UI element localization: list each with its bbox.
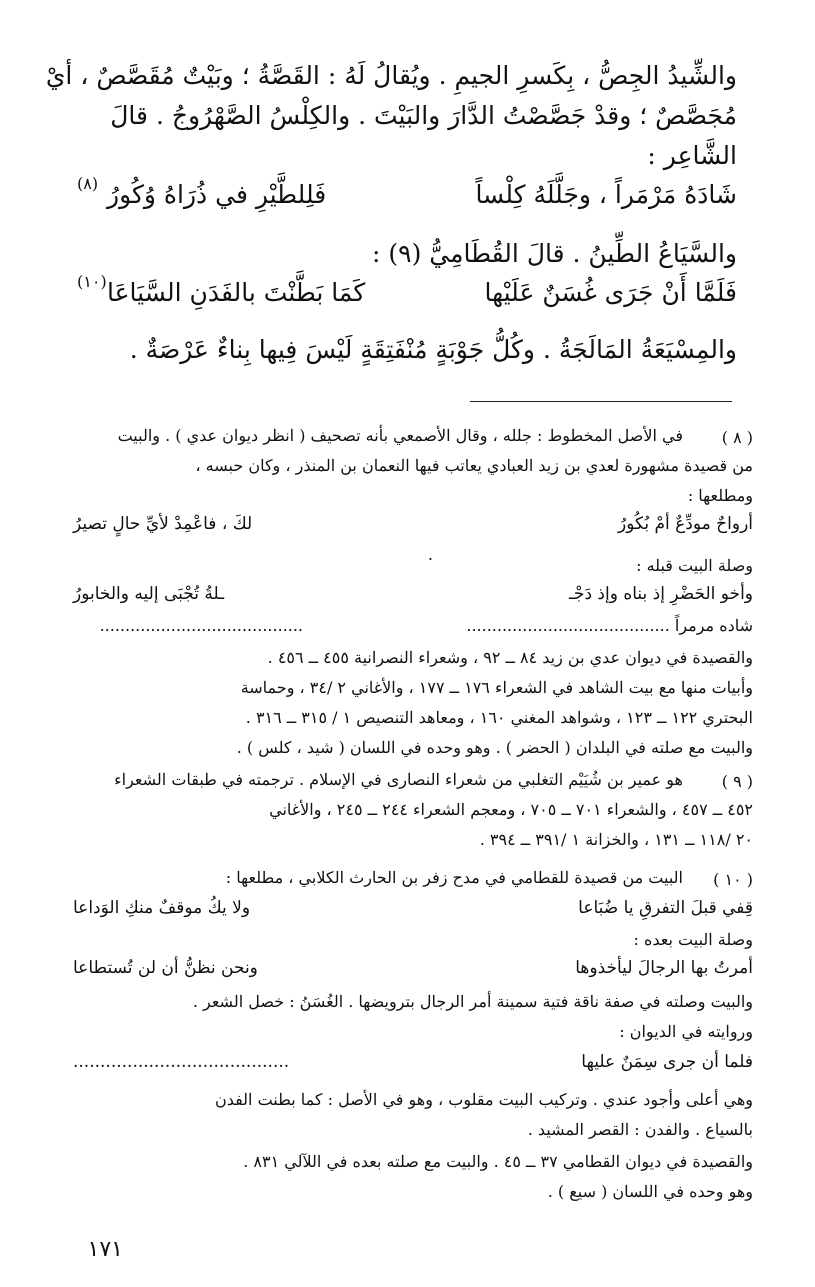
footnote-10-line-1: البيت من قصيدة للقطامي في مدح زفر بن الحارث الكلابي ، مطلعها : xyxy=(225,868,683,887)
footnote-9-line-3: ٢٠ /١١٨ ــ ١٣١ ، والخزانة ١ /٣٩١ ــ ٣٩٤ . xyxy=(479,830,753,849)
qatami-line-text: والسَّيَاعُ الطِّينُ . قالَ القُطَامِيُّ (٩) : xyxy=(372,239,737,268)
footnote-10-line-3: والبيت وصلته في صفة ناقة فتية سمينة أمر الرجال بترويضها . الغُسَنُ : خصل الشعر . xyxy=(192,992,753,1011)
page-number: ١٧١ xyxy=(87,1237,123,1262)
qatami-line xyxy=(77,234,737,274)
footnote-10-verse-e-second: ........................................ xyxy=(73,1052,290,1072)
footnote-number-9: ( ٩ ) xyxy=(721,772,753,791)
last-main-line-text: والمِسْيَعَةُ المَالَجَةُ . وكُلُّ جَوْبَةٍ مُنْفَتِقَةٍ لَيْسَ فِيها بِناءٌ عَرْصَةٌ . xyxy=(129,335,737,364)
footnote-10-verse-c-second: ولا يكُ موقفٌ منكِ الوَداعا xyxy=(73,898,251,918)
footnote-8-line-3: ومطلعها : xyxy=(687,486,753,505)
footnote-8-dots: ........................................ xyxy=(99,616,303,635)
footnote-10-verse-e xyxy=(63,1052,753,1080)
footnote-8-verse-b-first: وأخو الحَضْرِ إذ بناه وإذ دَجْـ xyxy=(568,584,753,604)
footnote-10-line-5: وهي أعلى وأجود عندي . وتركيب البيت مقلوب ، وهو في الأصل : كما بطنت الفدن xyxy=(214,1090,753,1109)
footnote-8-line-6: والقصيدة في ديوان عدي بن زيد ٨٤ ــ ٩٢ ، وشعراء النصرانية ٤٥٥ ــ ٤٥٦ . xyxy=(267,648,753,667)
footnote-number-8: ( ٨ ) xyxy=(721,428,753,447)
main-text xyxy=(45,56,737,176)
verse-10-first-hemistich: فَلَمَّا أَنْ جَرَى غُسَنٌ عَلَيْها xyxy=(484,278,737,307)
verse-8-first-hemistich: شَادَهُ مَرْمَراً ، وجَلَّلَهُ كِلْساً xyxy=(475,180,737,209)
verse-10 xyxy=(77,272,737,322)
footnote-9-line-2: ٤٥٢ ــ ٤٥٧ ، والشعراء ٧٠١ ــ ٧٠٥ ، ومعجم الشعراء ٢٤٤ ــ ٢٤٥ ، والأغاني xyxy=(269,800,753,819)
footnote-8-verse-b xyxy=(63,584,753,612)
footnote-8-verse-b-second: ـلةُ تُجْبَى إليه والخابورُ xyxy=(73,584,225,604)
footnote-10-line-8: وهو وحده في اللسان ( سيع ) . xyxy=(547,1182,753,1201)
footnote-10-line-6: بالسياع . والفدن : القصر المشيد . xyxy=(527,1120,753,1139)
footnote-10-verse-d-first: أمرتُ بها الرجالَ ليأخذوها xyxy=(575,958,753,978)
footnote-8-line-1: في الأصل المخطوط : جلله ، وقال الأصمعي بأنه تصحيف ( انظر ديوان عدي ) . والبيت xyxy=(117,426,683,445)
verse-8-second-hemistich: فَلِلطَّيْرِ في ذُرَاهُ وُكُورُ xyxy=(107,180,327,209)
footnote-8-line-7: وأبيات منها مع بيت الشاهد في الشعراء ١٧٦ ــ ١٧٧ ، والأغاني ٢ /٣٤ ، وحماسة xyxy=(240,678,753,697)
footnote-10-line-2: وصلة البيت بعده : xyxy=(633,930,753,949)
main-line-1: والشِّيدُ الجِصُّ ، بِكَسرِ الجيمِ . ويُقالُ لَهُ : القَصَّةُ ؛ وبَيْتٌ مُقَصَّصٌ ، أيْ xyxy=(45,61,737,90)
footnote-number-10: ( ١٠ ) xyxy=(713,870,753,889)
footnote-8-line-2: من قصيدة مشهورة لعدي بن زيد العبادي يعاتب فيها النعمان بن المنذر ، وكان حبسه ، xyxy=(195,456,753,475)
footnote-10-verse-e-first: فلما أن جرى سِمَنٌ عليها xyxy=(581,1052,753,1072)
footnote-8-verse-a xyxy=(63,514,753,542)
footnote-8-verse-a-first: أرواحٌ مودِّعٌ أمْ بُكُورُ xyxy=(617,514,753,534)
main-line-2: مُجَصَّصٌ ؛ وقدْ جَصَّصْتُ الدَّارَ والبَيْتَ . والكِلْسُ الصَّهْرُوجُ . قالَ xyxy=(110,101,737,130)
footnote-10-verse-d xyxy=(63,958,753,986)
footnote-10-verse-c-first: قِفي قبلَ التفرقِ يا ضُبَاعا xyxy=(578,898,753,918)
main-line-3: الشَّاعِر : xyxy=(647,141,737,170)
footnote-ref-8: (٨) xyxy=(77,174,99,193)
footnote-10-verse-c xyxy=(63,898,753,926)
footnote-8-dot: . xyxy=(427,545,433,564)
footnote-10-verse-d-second: ونحن نظنُّ أن لن تُستطاعا xyxy=(73,958,258,978)
footnote-ref-10: (١٠) xyxy=(77,272,107,291)
footnote-8-line-4: وصلة البيت قبله : xyxy=(636,556,753,575)
footnote-8-line-5: شاده مرمراً ........................................ xyxy=(466,616,753,635)
footnote-10-line-7: والقصيدة في ديوان القطامي ٣٧ ــ ٤٥ . والبيت مع صلته بعده في اللآلي ٨٣١ . xyxy=(243,1152,753,1171)
footnote-8-line-9: والبيت مع صلته في البلدان ( الحضر ) . وهو وحده في اللسان ( شيد ، كلس ) . xyxy=(236,738,753,757)
last-main-line xyxy=(77,330,737,370)
footnote-8-line-8: البحتري ١٢٢ ــ ١٢٣ ، وشواهد المغني ١٦٠ ، ومعاهد التنصيص ١ / ٣١٥ ــ ٣١٦ . xyxy=(245,708,753,727)
footnote-separator xyxy=(470,401,732,402)
footnote-8-verse-a-second: لكَ ، فاعْمِدْ لأيِّ حالٍ تصيرُ xyxy=(73,514,253,534)
footnote-9-line-1: هو عمير بن شُيَيْم التغلبي من شعراء النصارى في الإسلام . ترجمته في طبقات الشعراء xyxy=(114,770,683,789)
verse-8 xyxy=(77,174,737,224)
verse-10-second-hemistich: كَمَا بَطَّنْتَ بالفَدَنِ السَّيَاعَا xyxy=(107,278,366,307)
footnote-10-line-4: وروايته في الديوان : xyxy=(619,1022,753,1041)
